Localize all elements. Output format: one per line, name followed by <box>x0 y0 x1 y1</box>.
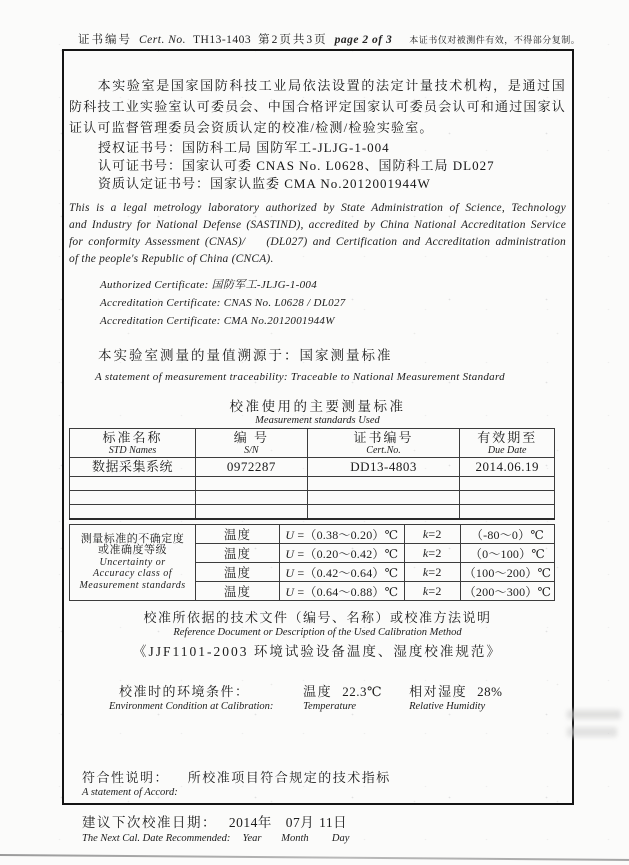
english-paragraph-line: This is a legal metrology laboratory authorized by State Administration of Science, Technology <box>69 202 566 214</box>
temperature-label-en: Temperature <box>303 701 357 712</box>
uncertainty-row <box>70 525 555 544</box>
content-frame <box>62 49 574 844</box>
authorized-certificate-en: Authorized Certificate: 国防军工-JLJG-1-004 <box>100 279 317 291</box>
standards-table-header-row <box>70 429 555 458</box>
accreditation-certificate-en: Accreditation Certificate: CNAS No. L0628 / DL027 <box>100 297 346 309</box>
page-indicator-cn: 第2页共3页 <box>258 34 328 46</box>
accord-label-en: A statement of Accord: <box>82 787 178 798</box>
environment-label-en: Environment Condition at Calibration: <box>109 701 274 712</box>
temperature-value: 22.3℃ <box>342 684 382 699</box>
next-cal-year: 2014年 <box>228 815 272 830</box>
reference-document-section <box>69 609 566 661</box>
humidity-label-cn: 相对湿度 <box>409 684 468 699</box>
header-serial-number: 编 号 S/N <box>196 429 308 458</box>
accord-label-cn: 符合性说明： <box>82 770 170 785</box>
standards-table-empty-row <box>70 477 555 491</box>
standards-table-title-en: Measurement standards Used <box>255 415 380 426</box>
scan-bleed-smudge <box>567 704 625 754</box>
next-cal-month: 07月 <box>285 815 315 830</box>
humidity-label-en: Relative Humidity <box>409 701 486 712</box>
environment-label-cn: 校准时的环境条件： <box>119 684 250 699</box>
standards-table-data-row <box>70 458 555 477</box>
standards-table-empty-row <box>70 505 555 520</box>
qualification-certificate-en: Accreditation Certificate: CMA No.2012001944W <box>100 315 335 327</box>
range-cell: （-80～0）℃ <box>460 525 554 544</box>
uncertainty-value-cell: U =（0.42～0.64）℃ <box>279 563 404 582</box>
next-cal-year-en: Year <box>242 833 262 844</box>
copy-restriction-notice: 本证书仅对被测件有效，不得部分复制。 <box>409 35 581 45</box>
cell-std-name: 数据采集系统 <box>70 458 196 477</box>
reference-title-cn: 校准所依据的技术文件（编号、名称）或校准方法说明 <box>143 610 492 625</box>
humidity-group <box>409 684 566 713</box>
uncertainty-table <box>69 524 555 601</box>
traceability-en: A statement of measurement traceability: Traceable to National Measurement Standard <box>95 371 505 383</box>
traceability-statement <box>69 346 566 386</box>
cell-serial: 0972287 <box>196 458 308 477</box>
cell-cert-no: DD13-4803 <box>307 458 460 477</box>
accreditation-certificate-line: 认可证书号：国家认可委 CNAS No. L0628、国防科工局 DL027 <box>98 158 495 173</box>
cert-number-label-en: Cert. No. <box>139 34 186 46</box>
uncertainty-value-cell: U =（0.20～0.42）℃ <box>279 544 404 563</box>
scan-artifact-line <box>0 854 629 861</box>
quantity-cell: 温度 <box>196 544 280 563</box>
quantity-cell: 温度 <box>196 525 280 544</box>
english-paragraph-line: and Industry for National Defense (SASTIND), accredited by China National Accreditation Service <box>69 219 566 231</box>
next-calibration-section <box>69 814 566 846</box>
standards-table-empty-row <box>70 491 555 505</box>
quantity-cell: 温度 <box>196 563 280 582</box>
humidity-value: 28% <box>477 684 503 699</box>
coverage-factor-cell: k=2 <box>404 582 460 601</box>
english-paragraph-line: of the people's Republic of China (CNCA). <box>69 253 274 265</box>
qualification-certificate-line: 资质认定证书号：国家认监委 CMA No.2012001944W <box>98 176 431 191</box>
next-cal-day: 11日 <box>319 815 348 830</box>
lab-introduction-english <box>69 200 566 268</box>
traceability-cn: 本实验室测量的量值溯源于：国家测量标准 <box>98 348 393 363</box>
range-cell: （200～300）℃ <box>460 582 554 601</box>
header-cert-no: 证书编号 Cert.No. <box>307 429 460 458</box>
temperature-group <box>303 684 409 713</box>
accord-value-cn: 所校准项目符合规定的技术指标 <box>187 770 391 785</box>
header-due-date: 有效期至 Due Date <box>460 429 555 458</box>
reference-title-en: Reference Document or Description of the Used Calibration Method <box>173 627 462 638</box>
reference-document-name: 《JJF1101-2003 环境试验设备温度、湿度校准规范》 <box>133 644 502 659</box>
range-cell: （100～200）℃ <box>460 563 554 582</box>
cell-due-date: 2014.06.19 <box>460 458 555 477</box>
coverage-factor-cell: k=2 <box>404 525 460 544</box>
quantity-cell: 温度 <box>196 582 280 601</box>
english-paragraph-line: for conformity Assessment (CNAS)/ (DL027) and Certification and Accreditation administration <box>69 236 566 248</box>
statement-of-accord-section <box>69 769 566 799</box>
uncertainty-value-cell: U =（0.38～0.20）℃ <box>279 525 404 544</box>
cert-number-value: TH13-1403 <box>193 34 252 46</box>
next-cal-month-en: Month <box>281 833 309 844</box>
certificate-header <box>78 31 581 47</box>
authorized-certificate-line: 授权证书号：国防科工局 国防军工-JLJG-1-004 <box>98 140 390 155</box>
uncertainty-value-cell: U =（0.64～0.88）℃ <box>279 582 404 601</box>
certificate-lines-english <box>69 276 566 330</box>
cert-number-label-cn: 证书编号 <box>78 34 132 46</box>
lab-introduction-paragraph: 本实验室是国家国防科技工业局依法设置的法定计量技术机构，是通过国防科技工业实验室认可委员会、中国合格评定国家认可委员会认可和通过国家认证认可监督管理委员会资质认定的校准/检测/检验实验室。 <box>69 78 567 135</box>
temperature-label-cn: 温度 <box>303 684 333 699</box>
next-cal-label-en: The Next Cal. Date Recommended: <box>82 833 231 844</box>
coverage-factor-cell: k=2 <box>404 544 460 563</box>
standards-table-title-cn: 校准使用的主要测量标准 <box>229 399 406 414</box>
range-cell: （0～100）℃ <box>460 544 554 563</box>
next-cal-day-en: Day <box>331 833 350 844</box>
measurement-standards-table <box>69 428 555 520</box>
header-std-names: 标准名称 STD Names <box>70 429 196 458</box>
next-cal-label-cn: 建议下次校准日期： <box>82 815 217 830</box>
environment-label-group <box>109 684 303 713</box>
coverage-factor-cell: k=2 <box>404 563 460 582</box>
uncertainty-label-cell: 测量标准的不确定度 或准确度等级 Uncertainty or Accuracy class of Measurement standards <box>70 525 196 601</box>
page-indicator-en: page 2 of 3 <box>334 34 393 46</box>
environment-condition-section <box>69 684 566 713</box>
